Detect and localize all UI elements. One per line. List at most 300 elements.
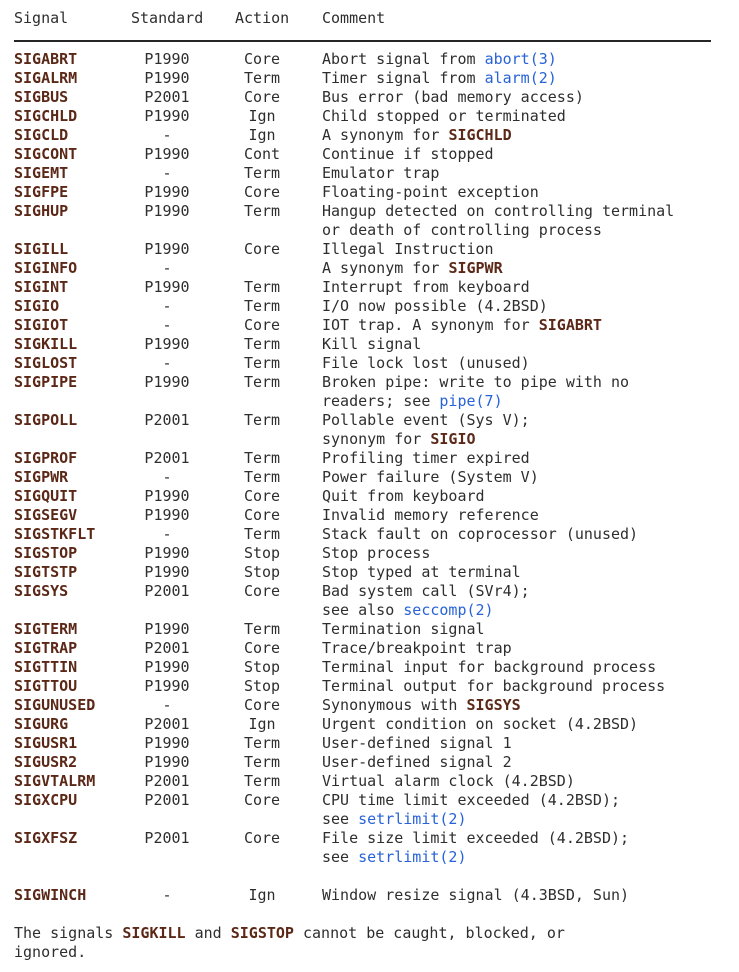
action-value: Core (243, 696, 281, 714)
standard-value: P1990 (144, 107, 190, 125)
signal-name: SIGILL (14, 240, 69, 258)
text-line (322, 734, 725, 753)
text-line (322, 354, 725, 373)
standard-value: - (162, 297, 172, 315)
text-line (322, 316, 725, 335)
comment-cell (322, 506, 725, 525)
action-value: Term (243, 354, 281, 372)
comment-text: or death of controlling process (322, 221, 602, 239)
table-row (14, 639, 725, 658)
comment-text: Termination signal (322, 620, 485, 638)
footer-note (14, 924, 725, 962)
action-value: Ign (248, 715, 276, 733)
comment-text: Stop process (322, 544, 431, 562)
comment-text: Terminal input for background process (322, 658, 657, 676)
comment-cell (322, 240, 725, 259)
standard-value: P1990 (144, 69, 190, 87)
standard-value: P1990 (144, 278, 190, 296)
standard-value: P2001 (144, 411, 190, 429)
table-row (14, 164, 725, 183)
table-row (14, 829, 725, 867)
comment-cell (322, 297, 725, 316)
comment-text: synonym for (322, 430, 431, 448)
text-line (322, 563, 725, 582)
comment-text: Invalid memory reference (322, 506, 539, 524)
comment-cell (322, 563, 725, 582)
standard-value: - (162, 316, 172, 334)
comment-text: I/O now possible (4.2BSD) (322, 297, 548, 315)
table-row (14, 107, 725, 126)
signal-name: SIGSTOP (14, 544, 78, 562)
text-line (322, 183, 725, 202)
table-row (14, 563, 725, 582)
standard-value: P1990 (144, 202, 190, 220)
comment-cell (322, 335, 725, 354)
comment-text: Profiling timer expired (322, 449, 530, 467)
signal-name: SIGINT (14, 278, 69, 296)
text-line (322, 468, 725, 487)
standard-value: - (162, 525, 172, 543)
table-row (14, 411, 725, 449)
comment-text: Broken pipe: write to pipe with no (322, 373, 630, 391)
text-line (322, 449, 725, 468)
comment-text: and (185, 924, 231, 942)
comment-text: Emulator trap (322, 164, 440, 182)
column-header-standard: Standard (131, 9, 204, 27)
text-line (322, 278, 725, 297)
signal-name: SIGSEGV (14, 506, 78, 524)
standard-value: P2001 (144, 449, 190, 467)
signal-name: SIGINFO (14, 259, 78, 277)
standard-value: - (162, 354, 172, 372)
comment-cell (322, 544, 725, 563)
comment-text: Illegal Instruction (322, 240, 494, 258)
table-row (14, 145, 725, 164)
comment-text: IOT trap. A synonym for (322, 316, 539, 334)
man-page-link[interactable]: pipe(7) (439, 392, 503, 410)
comment-text: User-defined signal 1 (322, 734, 512, 752)
signal-reference: SIGKILL (122, 924, 186, 942)
action-value: Core (243, 582, 281, 600)
comment-cell (322, 753, 725, 772)
signal-name: SIGEMT (14, 164, 69, 182)
signal-name: SIGTRAP (14, 639, 78, 657)
standard-value: P2001 (144, 639, 190, 657)
standard-value: P2001 (144, 791, 190, 809)
action-value: Core (243, 88, 281, 106)
header-rule (14, 40, 711, 42)
comment-cell (322, 183, 725, 202)
standard-value: P1990 (144, 145, 190, 163)
text-line (322, 506, 725, 525)
signal-table (14, 50, 725, 905)
signal-name: SIGIO (14, 297, 60, 315)
column-header-action: Action (235, 9, 290, 27)
signal-name: SIGQUIT (14, 487, 78, 505)
standard-value: P2001 (144, 772, 190, 790)
comment-text: File size limit exceeded (4.2BSD); (322, 829, 630, 847)
comment-text: readers; see (322, 392, 440, 410)
comment-text: Power failure (System V) (322, 468, 539, 486)
comment-text: A synonym for (322, 126, 449, 144)
standard-value: - (162, 886, 172, 904)
signal-name: SIGURG (14, 715, 69, 733)
comment-cell (322, 373, 725, 411)
comment-cell (322, 487, 725, 506)
comment-text: Quit from keyboard (322, 487, 485, 505)
signal-name: SIGVTALRM (14, 772, 96, 790)
text-line (322, 829, 725, 848)
standard-value: P2001 (144, 88, 190, 106)
comment-text: see (322, 848, 359, 866)
action-value: Term (243, 164, 281, 182)
table-row (14, 677, 725, 696)
comment-cell (322, 677, 725, 696)
action-value: Term (243, 202, 281, 220)
table-row (14, 316, 725, 335)
table-row (14, 582, 725, 620)
text-line (322, 582, 725, 601)
comment-text: Virtual alarm clock (4.2BSD) (322, 772, 575, 790)
text-line (322, 677, 725, 696)
table-row (14, 658, 725, 677)
comment-text: Abort signal from (322, 50, 485, 68)
comment-text: Stack fault on coprocessor (unused) (322, 525, 639, 543)
comment-text: Synonymous with (322, 696, 467, 714)
signal-name: SIGLOST (14, 354, 78, 372)
text-line (322, 525, 725, 544)
table-row (14, 354, 725, 373)
table-row (14, 715, 725, 734)
signal-name: SIGTERM (14, 620, 78, 638)
action-value: Term (243, 468, 281, 486)
text-line (322, 696, 725, 715)
text-line (322, 791, 725, 810)
signal-name: SIGCONT (14, 145, 78, 163)
text-line (322, 335, 725, 354)
comment-text: Hangup detected on controlling terminal (322, 202, 675, 220)
table-row (14, 620, 725, 639)
comment-text: ignored. (14, 943, 87, 961)
comment-text: File lock lost (unused) (322, 354, 530, 372)
standard-value: - (162, 696, 172, 714)
comment-cell (322, 88, 725, 107)
comment-text: Kill signal (322, 335, 422, 353)
comment-text: Child stopped or terminated (322, 107, 566, 125)
table-row (14, 297, 725, 316)
comment-text: Interrupt from keyboard (322, 278, 530, 296)
action-value: Term (243, 335, 281, 353)
comment-text: Continue if stopped (322, 145, 494, 163)
comment-cell (322, 468, 725, 487)
text-line (322, 373, 725, 392)
table-row (14, 126, 725, 145)
comment-cell (322, 50, 725, 69)
standard-value: P2001 (144, 582, 190, 600)
comment-cell (322, 145, 725, 164)
action-value: Term (243, 69, 281, 87)
standard-value: P1990 (144, 183, 190, 201)
standard-value: P1990 (144, 50, 190, 68)
signal-name: SIGXCPU (14, 791, 78, 809)
signal-reference: SIGIO (430, 430, 476, 448)
signal-reference: SIGABRT (538, 316, 602, 334)
text-line (322, 601, 725, 620)
action-value: Term (243, 620, 281, 638)
table-row (14, 449, 725, 468)
standard-value: P1990 (144, 487, 190, 505)
standard-value: P1990 (144, 544, 190, 562)
comment-text: A synonym for (322, 259, 449, 277)
action-value: Term (243, 411, 281, 429)
action-value: Cont (243, 145, 281, 163)
table-row (14, 240, 725, 259)
man-page-link[interactable]: setrlimit(2) (358, 810, 467, 828)
action-value: Stop (243, 677, 281, 695)
column-header-comment: Comment (322, 9, 386, 27)
comment-cell (322, 582, 725, 620)
action-value: Ign (248, 107, 276, 125)
table-row (14, 525, 725, 544)
text-line (322, 259, 725, 278)
action-value: Stop (243, 544, 281, 562)
comment-text: Floating-point exception (322, 183, 539, 201)
standard-value: P1990 (144, 506, 190, 524)
comment-cell (322, 734, 725, 753)
standard-value: P1990 (144, 563, 190, 581)
standard-value: P1990 (144, 677, 190, 695)
action-value: Ign (248, 126, 276, 144)
comment-cell (322, 126, 725, 145)
action-value: Core (243, 50, 281, 68)
signal-name: SIGTTOU (14, 677, 78, 695)
text-line (322, 487, 725, 506)
comment-cell (322, 107, 725, 126)
signal-name: SIGSYS (14, 582, 69, 600)
comment-text: Stop typed at terminal (322, 563, 521, 581)
standard-value: P2001 (144, 829, 190, 847)
comment-cell (322, 69, 725, 88)
action-value: Stop (243, 563, 281, 581)
comment-text: Bad system call (SVr4); (322, 582, 530, 600)
action-value: Core (243, 487, 281, 505)
action-value: Term (243, 449, 281, 467)
standard-value: P1990 (144, 335, 190, 353)
table-row (14, 373, 725, 411)
text-line (322, 848, 725, 867)
action-value: Term (243, 734, 281, 752)
comment-cell (322, 772, 725, 791)
column-header-signal: Signal (14, 9, 69, 27)
standard-value: P1990 (144, 658, 190, 676)
comment-cell (322, 316, 725, 335)
comment-cell (322, 639, 725, 658)
comment-text: Trace/breakpoint trap (322, 639, 512, 657)
comment-cell (322, 411, 725, 449)
signal-name: SIGPIPE (14, 373, 78, 391)
standard-value: P1990 (144, 240, 190, 258)
text-line (14, 924, 725, 943)
text-line (322, 240, 725, 259)
comment-cell (322, 620, 725, 639)
action-value: Term (243, 772, 281, 790)
signal-reference: SIGSYS (466, 696, 521, 714)
table-row (14, 506, 725, 525)
text-line (322, 164, 725, 183)
comment-cell (322, 449, 725, 468)
signal-name: SIGABRT (14, 50, 78, 68)
table-row (14, 753, 725, 772)
signal-name: SIGCHLD (14, 107, 78, 125)
comment-text: CPU time limit exceeded (4.2BSD); (322, 791, 621, 809)
standard-value: P1990 (144, 734, 190, 752)
standard-value: P1990 (144, 620, 190, 638)
action-value: Ign (248, 886, 276, 904)
signal-name: SIGXFSZ (14, 829, 78, 847)
table-row (14, 734, 725, 753)
text-line (322, 886, 725, 905)
text-line (322, 658, 725, 677)
signal-name: SIGBUS (14, 88, 69, 106)
signal-name: SIGPOLL (14, 411, 78, 429)
signal-name: SIGPROF (14, 449, 78, 467)
signal-name: SIGKILL (14, 335, 78, 353)
text-line (322, 69, 725, 88)
text-line (322, 810, 725, 829)
action-value: Core (243, 316, 281, 334)
comment-cell (322, 354, 725, 373)
standard-value: P1990 (144, 753, 190, 771)
text-line (322, 639, 725, 658)
comment-text: cannot be caught, blocked, or (293, 924, 565, 942)
text-line (322, 411, 725, 430)
text-line (322, 145, 725, 164)
comment-text: Pollable event (Sys V); (322, 411, 530, 429)
comment-text: Window resize signal (4.3BSD, Sun) (322, 886, 630, 904)
action-value: Term (243, 278, 281, 296)
text-line (322, 88, 725, 107)
signal-reference: SIGSTOP (230, 924, 294, 942)
man-page-link[interactable]: abort(3) (484, 50, 557, 68)
comment-text: Urgent condition on socket (4.2BSD) (322, 715, 639, 733)
signal-reference: SIGPWR (448, 259, 503, 277)
table-row (14, 886, 725, 905)
action-value: Term (243, 753, 281, 771)
comment-cell (322, 715, 725, 734)
comment-text: Timer signal from (322, 69, 485, 87)
text-line (322, 715, 725, 734)
table-row (14, 487, 725, 506)
action-value: Term (243, 373, 281, 391)
standard-value: - (162, 259, 172, 277)
standard-value: - (162, 468, 172, 486)
table-row (14, 772, 725, 791)
standard-value: - (162, 164, 172, 182)
signal-name: SIGTSTP (14, 563, 78, 581)
comment-text: Terminal output for background process (322, 677, 666, 695)
table-row (14, 791, 725, 829)
action-value: Core (243, 791, 281, 809)
signal-name: SIGCLD (14, 126, 69, 144)
signal-reference: SIGCHLD (448, 126, 512, 144)
man-page-link[interactable]: alarm(2) (484, 69, 557, 87)
text-line (322, 202, 725, 221)
signal-name: SIGTTIN (14, 658, 78, 676)
signal-name: SIGUNUSED (14, 696, 96, 714)
text-line (322, 772, 725, 791)
signal-name: SIGALRM (14, 69, 78, 87)
table-row (14, 544, 725, 563)
comment-cell (322, 525, 725, 544)
text-line (322, 107, 725, 126)
text-line (322, 297, 725, 316)
comment-text: User-defined signal 2 (322, 753, 512, 771)
text-line (322, 50, 725, 69)
man-page-link[interactable]: setrlimit(2) (358, 848, 467, 866)
comment-cell (322, 164, 725, 183)
action-value: Core (243, 639, 281, 657)
table-row (14, 335, 725, 354)
standard-value: P1990 (144, 373, 190, 391)
comment-cell (322, 202, 725, 240)
signal-name: SIGWINCH (14, 886, 87, 904)
comment-cell (322, 886, 725, 905)
comment-text: see also (322, 601, 404, 619)
standard-value: P2001 (144, 715, 190, 733)
signal-name: SIGFPE (14, 183, 69, 201)
table-header (14, 9, 725, 28)
comment-text: Bus error (bad memory access) (322, 88, 584, 106)
comment-cell (322, 696, 725, 715)
comment-cell (322, 658, 725, 677)
comment-text: The signals (14, 924, 123, 942)
action-value: Core (243, 506, 281, 524)
text-line (322, 392, 725, 411)
table-row (14, 69, 725, 88)
table-row (14, 183, 725, 202)
text-line (322, 430, 725, 449)
text-line (14, 943, 725, 962)
signal-name: SIGUSR2 (14, 753, 78, 771)
table-row (14, 50, 725, 69)
signal-name: SIGSTKFLT (14, 525, 96, 543)
comment-cell (322, 791, 725, 829)
text-line (322, 544, 725, 563)
table-row (14, 696, 725, 715)
signal-name: SIGPWR (14, 468, 69, 486)
action-value: Stop (243, 658, 281, 676)
signal-name: SIGUSR1 (14, 734, 78, 752)
action-value: Core (243, 240, 281, 258)
action-value: Core (243, 183, 281, 201)
comment-cell (322, 829, 725, 867)
comment-cell (322, 259, 725, 278)
signal-name: SIGIOT (14, 316, 69, 334)
table-row (14, 202, 725, 240)
comment-text: see (322, 810, 359, 828)
man-page-link[interactable]: seccomp(2) (403, 601, 494, 619)
table-row (14, 278, 725, 297)
action-value: Term (243, 525, 281, 543)
signal-name: SIGHUP (14, 202, 69, 220)
action-value: Core (243, 829, 281, 847)
standard-value: - (162, 126, 172, 144)
text-line (322, 753, 725, 772)
text-line (322, 126, 725, 145)
text-line (322, 221, 725, 240)
table-row (14, 88, 725, 107)
action-value: Term (243, 297, 281, 315)
